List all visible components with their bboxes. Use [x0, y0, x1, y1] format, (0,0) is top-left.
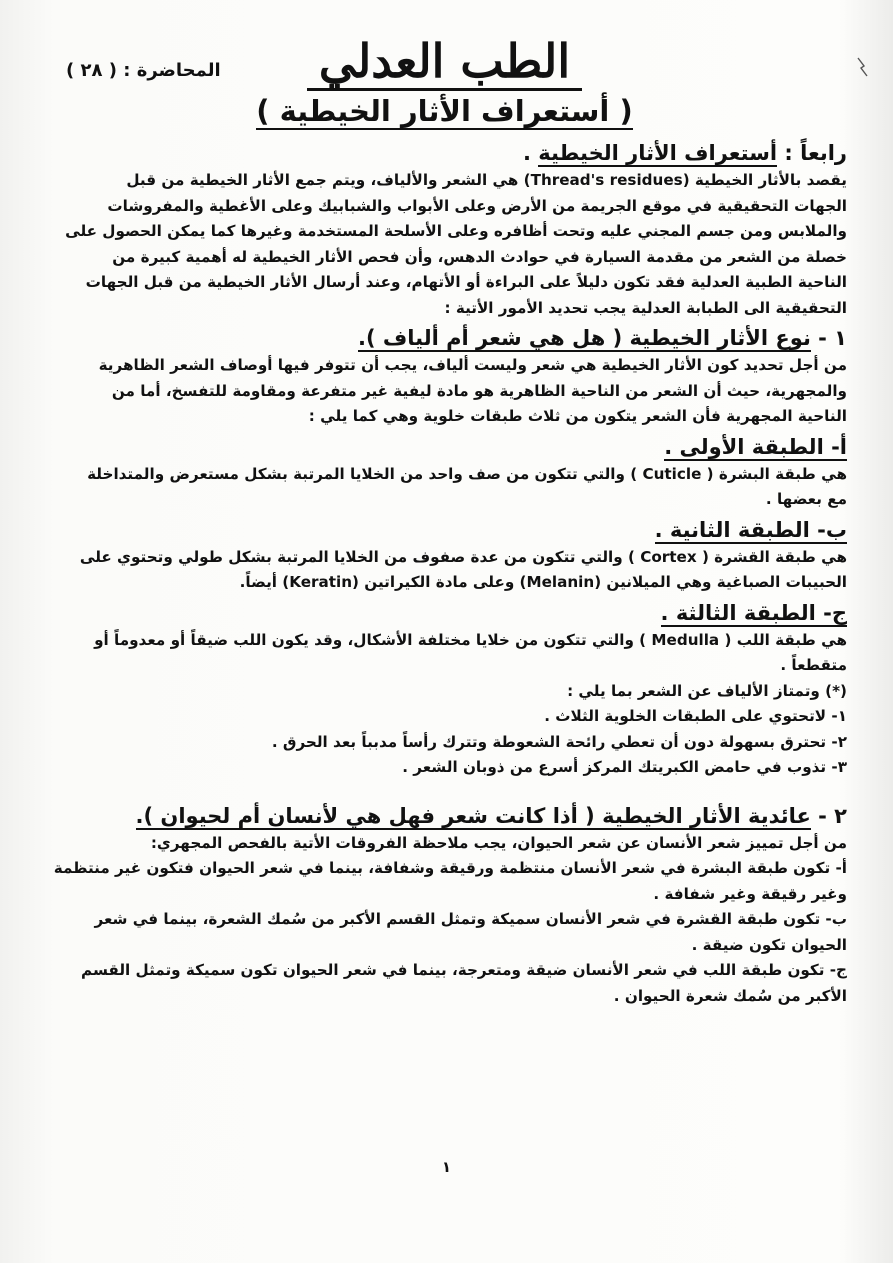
intro-line: التحقيقية الى الطبابة العدلية يجب تحديد الأمور الأتية : [444, 298, 847, 317]
layer-c-title: ج- الطبقة الثالثة . [660, 600, 847, 625]
sub-title-text: ( أستعراف الأثار الخيطية ) [256, 94, 633, 128]
body-line: هي طبقة اللب ( Medulla ) والتي تتكون من خلايا مختلفة الأشكال، وقد يكون اللب ضيقاً أو معدوماً أو [94, 630, 847, 649]
main-title-text: الطب العدلي [307, 34, 582, 91]
section-4-prefix: رابعاً : [784, 141, 847, 165]
part-2-title: عائدية الأثار الخيطية ( أذا كانت شعر فهل هي لأنسان أم لحيوان ). [135, 803, 811, 828]
spacer [42, 781, 847, 799]
body-line: من أجل تمييز شعر الأنسان عن شعر الحيوان، يجب ملاحظة الفروقات الأتية بالفحص المجهري: [150, 833, 847, 852]
page-number: ١ [441, 1158, 452, 1176]
part-1-title: نوع الأثار الخيطية ( هل هي شعر أم ألياف ). [358, 326, 811, 350]
part-2-prefix: ٢ - [818, 803, 847, 828]
layer-b-body [42, 545, 847, 596]
body-line: هي طبقة البشرة ( Cuticle ) والتي تتكون من صف واحد من الخلايا المرتبة بشكل مستعرض والمتداخلة [87, 464, 847, 483]
layer-a-body [42, 462, 847, 513]
body-line: أ- تكون طبقة البشرة في شعر الأنسان منتظمة ورقيقة وشفافة، بينما في شعر الحيوان فتكون غير منتظمة [53, 859, 847, 877]
body-line: ج- تكون طبقة اللب في شعر الأنسان ضيقة ومتعرجة، بينما في شعر الحيوان تكون سميكة وتمثل القسم [81, 961, 847, 979]
section-4-title: أستعراف الأثار الخيطية [538, 141, 778, 165]
body-line: مع بعضها . [765, 490, 847, 508]
fibers-intro: (*) وتمتاز الألياف عن الشعر بما يلي : [567, 681, 847, 700]
intro-line: يقصد بالأثار الخيطية (Thread's residues) هي الشعر والألياف، ويتم جمع الأثار الخيطية من قبل [126, 171, 847, 189]
fibers-list [42, 679, 847, 781]
layer-a-heading [42, 432, 847, 462]
part-2-heading [42, 801, 847, 831]
part-1-heading [42, 323, 847, 353]
layer-c-body [42, 628, 847, 679]
body-line: الأكبر من سُمك شعرة الحيوان . [613, 986, 847, 1005]
layer-b-title: ب- الطبقة الثانية . [654, 517, 847, 542]
lecture-number: المحاضرة : ( ٢٨ ) [66, 60, 221, 81]
layer-a-title: أ- الطبقة الأولى . [664, 434, 847, 459]
body-line: متقطعاً . [780, 656, 847, 674]
body-line: ب- تكون طبقة القشرة في شعر الأنسان سميكة وتمثل القسم الأكبر من سُمك الشعرة، بينما في شعر [94, 910, 847, 928]
list-item: ٢- تحترق بسهولة دون أن تعطي رائحة الشعوطة وتترك رأساً مدبباً بعد الحرق . [271, 732, 847, 751]
body-line: وغير رقيقة وغير شفافة . [653, 884, 847, 903]
body-line: هي طبقة القشرة ( Cortex ) والتي تتكون من عدة صفوف من الخلايا المرتبة بشكل طولي وتحتوي على [79, 547, 847, 566]
section-4-heading: رابعاً : أستعراف الأثار الخيطية . [522, 141, 847, 165]
list-item: ٣- تذوب في حامض الكبريتك المركز أسرع من ذوبان الشعر . [402, 758, 847, 776]
document-body [42, 22, 847, 1009]
body-line: من أجل تحديد كون الأثار الخيطية هي شعر وليست ألياف، يجب أن تتوفر فيها أوصاف الشعر الظاهرية [98, 356, 847, 374]
list-item: ١- لاتحتوي على الطبقات الخلوية الثلاث . [544, 707, 847, 725]
body-line: الناحية المجهرية فأن الشعر يتكون من ثلاث طبقات خلوية وهي كما يلي : [308, 407, 847, 425]
intro-line: والملابس ومن جسم المجني عليه وتحت أظافره وعلى الأسلحة المستخدمة وغيرها كما يمكن الحصول على [65, 222, 847, 240]
layer-b-heading [42, 515, 847, 545]
part-1-body [42, 353, 847, 430]
body-line: والمجهرية، حيث أن الشعر من الناحية الظاهرية هو مادة ليفية غير متفرعة ومقاومة للتفسخ، أما من [111, 381, 847, 400]
body-line: الحبيبات الصباغية وهي الميلانين (Melanin) وعلى مادة الكيراتين (Keratin) أيضاً. [239, 573, 847, 591]
part-1-prefix: ١ - [818, 326, 847, 350]
intro-line: الجهات التحقيقية في موقع الجريمة من الأرض وعلى الأبواب والشبابيك وعلى الأغطية والمفروشات [107, 196, 847, 215]
body-line: الحيوان تكون ضيقة . [691, 935, 847, 954]
intro-line: خصلة من الشعر من مقدمة السيارة في حوادث الدهس، وأن فحص الأثار الخيطية له أهمية كبيرة من [112, 247, 847, 266]
sub-title [42, 92, 847, 130]
part-2-body [42, 831, 847, 1010]
layer-c-heading [42, 598, 847, 628]
section-4-intro [42, 168, 847, 321]
intro-line: الناحية الطبية العدلية فقد تكون دليلاً على البراءة أو الأتهام، وعند أرسال الأثار الخيطية من قبل الجهات [85, 273, 847, 291]
main-title [42, 34, 847, 88]
staple-mark-icon [855, 56, 869, 78]
